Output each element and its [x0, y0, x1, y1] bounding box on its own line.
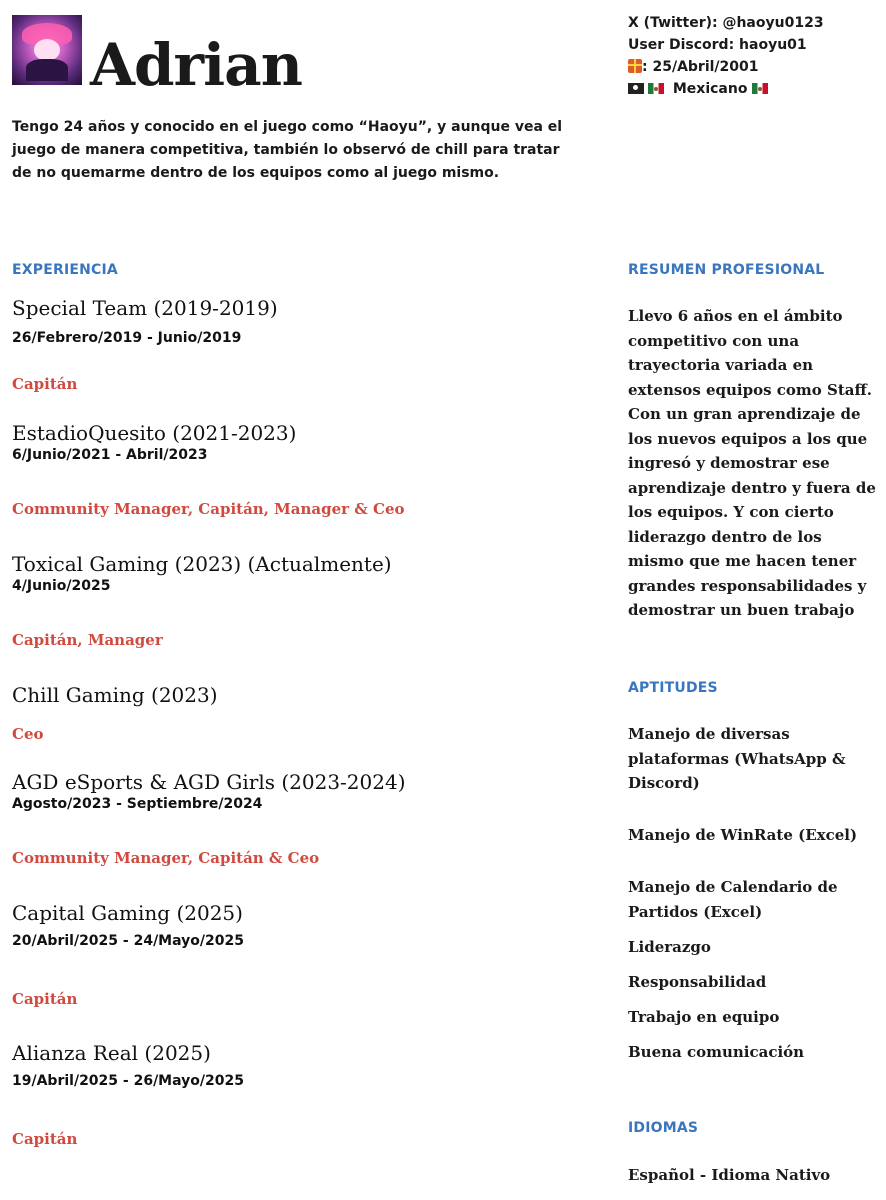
languages-label: IDIOMAS — [628, 1120, 699, 1136]
job-item — [12, 682, 592, 708]
job-title: Alianza Real (2025) — [12, 1041, 211, 1065]
avatar-face-shape — [34, 39, 60, 61]
job-title: Capital Gaming (2025) — [12, 901, 243, 925]
job-item — [12, 295, 592, 347]
avatar — [12, 15, 82, 85]
job-date: 19/Abril/2025 - 26/Mayo/2025 — [12, 1073, 244, 1089]
job-role: Capitán, Manager — [12, 631, 163, 649]
skill-item: Manejo de diversas plataformas (WhatsApp & Discord) — [628, 725, 846, 792]
contact-twitter: X (Twitter): @haoyu0123 — [628, 15, 824, 31]
job-title: Toxical Gaming (2023) (Actualmente) — [12, 552, 392, 576]
job-item — [12, 769, 592, 813]
job-date: Agosto/2023 - Septiembre/2024 — [12, 796, 263, 812]
job-date: 20/Abril/2025 - 24/Mayo/2025 — [12, 933, 244, 949]
job-item — [12, 420, 592, 464]
skill-item: Manejo de Calendario de Partidos (Excel) — [628, 878, 838, 921]
skill-item: Liderazgo — [628, 938, 711, 956]
experience-label: EXPERIENCIA — [12, 262, 118, 278]
job-date: 6/Junio/2021 - Abril/2023 — [12, 447, 208, 463]
page-title: Adrian — [90, 31, 302, 99]
job-title: Chill Gaming (2023) — [12, 683, 218, 707]
job-title: EstadioQuesito (2021-2023) — [12, 421, 297, 445]
job-role: Ceo — [12, 725, 44, 743]
mexico-flag-icon — [648, 83, 664, 94]
gift-icon — [628, 59, 642, 73]
skill-item: Manejo de WinRate (Excel) — [628, 826, 858, 844]
job-role: Capitán — [12, 375, 78, 393]
job-title: AGD eSports & AGD Girls (2023-2024) — [12, 770, 406, 794]
job-role: Capitán — [12, 990, 78, 1008]
language-item: Español - Idioma Nativo — [628, 1166, 831, 1184]
job-date: 26/Febrero/2019 - Junio/2019 — [12, 330, 242, 346]
intro-text: Tengo 24 años y conocido en el juego como “Haoyu”, y aunque vea el juego de manera competitiva, también lo observó de chill para tratar de no quemarme dentro de los equipos como al juego mismo. — [12, 119, 563, 181]
job-role: Community Manager, Capitán, Manager & Ceo — [12, 500, 405, 518]
summary-text: Llevo 6 años en el ámbito competitivo con una trayectoria variada en extensos equipos como Staff. Con un gran aprendizaje de los nuevos equipos a los que ingresó y demostrar ese aprendizaje dentro y fuera de los equipos. Y con cierto liderazgo dentro de los mismo que me hacen tener grandes responsabilidades y demostrar un buen trabajo — [628, 307, 876, 619]
job-item — [12, 900, 592, 950]
mexico-flag-icon — [752, 83, 768, 94]
skill-item: Responsabilidad — [628, 973, 767, 991]
job-item — [12, 551, 592, 595]
contact-discord: User Discord: haoyu01 — [628, 37, 807, 53]
job-role: Community Manager, Capitán & Ceo — [12, 849, 320, 867]
contact-birthday — [628, 56, 878, 78]
job-date: 4/Junio/2025 — [12, 578, 111, 594]
summary-label: RESUMEN PROFESIONAL — [628, 262, 825, 278]
contact-nationality — [628, 78, 878, 100]
skill-item: Buena comunicación — [628, 1043, 805, 1061]
job-title: Special Team (2019-2019) — [12, 296, 278, 320]
skills-label: APTITUDES — [628, 680, 718, 696]
pirate-flag-icon — [628, 83, 644, 94]
nationality-text: Mexicano — [668, 81, 753, 97]
skill-item: Trabajo en equipo — [628, 1008, 780, 1026]
birthday-text: : 25/Abril/2001 — [642, 59, 759, 75]
job-item — [12, 1040, 592, 1090]
contact-block — [628, 12, 878, 100]
avatar-body-shape — [26, 59, 68, 81]
job-role: Capitán — [12, 1130, 78, 1148]
